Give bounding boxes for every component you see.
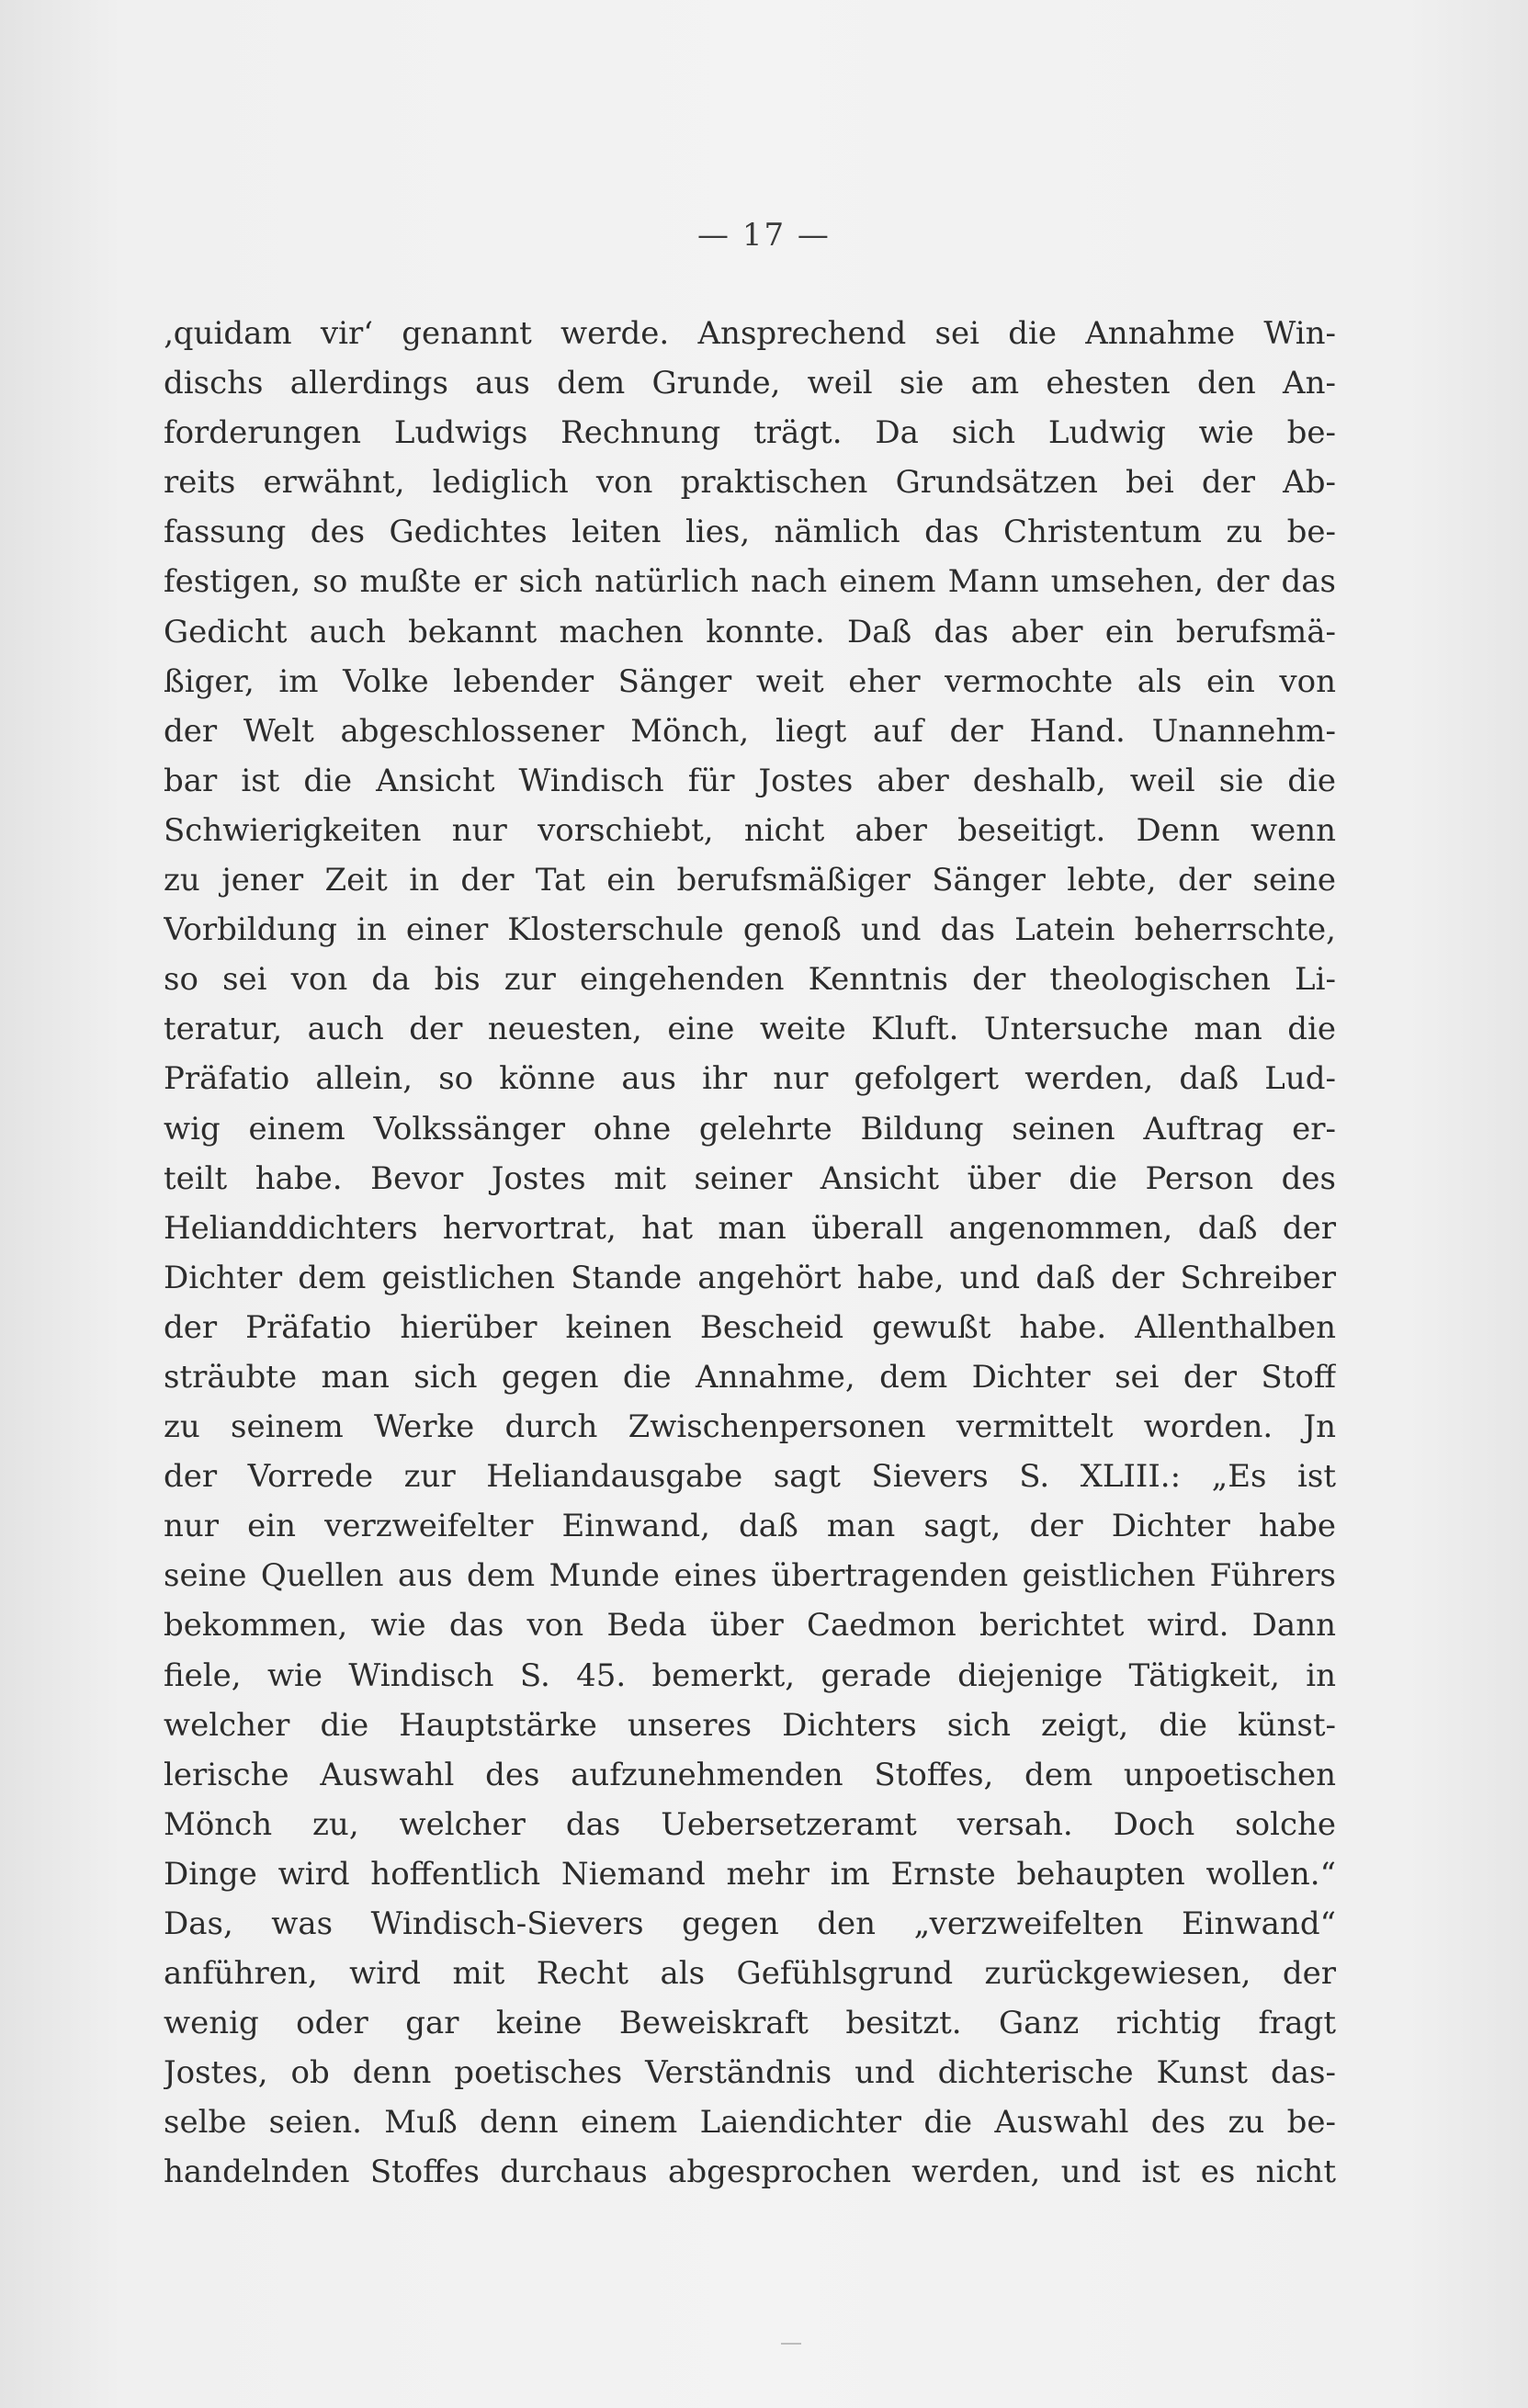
text-line: anführen, wird mit Recht als Gefühlsgrund zurückgewiesen, der xyxy=(164,1955,1336,1993)
text-line: bekommen, wie das von Beda über Caedmon berichtet wird. Dann xyxy=(164,1607,1336,1645)
text-line: forderungen Ludwigs Rechnung trägt. Da sich Ludwig wie be- xyxy=(164,414,1336,452)
text-line: der Vorrede zur Heliandausgabe sagt Sievers S. XLIII.: „Es ist xyxy=(164,1458,1336,1496)
text-line: dischs allerdings aus dem Grunde, weil sie am ehesten den An- xyxy=(164,365,1336,402)
text-line: ßiger, im Volke lebender Sänger weit eher vermochte als ein von xyxy=(164,662,1336,700)
text-line: seine Quellen aus dem Munde eines übertragenden geistlichen Führers xyxy=(164,1557,1336,1595)
text-line: handelnden Stoffes durchaus abgesprochen werden, und ist es nicht xyxy=(164,2154,1336,2191)
text-line: Schwierigkeiten nur vorschiebt, nicht aber beseitigt. Denn wenn xyxy=(164,811,1336,849)
text-line: wig einem Volkssänger ohne gelehrte Bildung seinen Auftrag er- xyxy=(164,1110,1336,1147)
text-line: Präfatio allein, so könne aus ihr nur gefolgert werden, daß Lud- xyxy=(164,1060,1336,1098)
text-line: Jostes, ob denn poetisches Verständnis und dichterische Kunst das- xyxy=(164,2054,1336,2092)
text-line: selbe seien. Muß denn einem Laiendichter die Auswahl des zu be- xyxy=(164,2104,1336,2142)
print-mark xyxy=(781,2343,801,2345)
text-line: Helianddichters hervortrat, hat man überall angenommen, daß der xyxy=(164,1209,1336,1247)
text-line: fiele, wie Windisch S. 45. bemerkt, gerade diejenige Tätigkeit, in xyxy=(164,1656,1336,1694)
text-line: Mönch zu, welcher das Uebersetzeramt versah. Doch solche xyxy=(164,1805,1336,1843)
text-line: bar ist die Ansicht Windisch für Jostes aber deshalb, weil sie die xyxy=(164,762,1336,799)
text-line: reits erwähnt, lediglich von praktischen Grundsätzen bei der Ab- xyxy=(164,464,1336,502)
text-line: so sei von da bis zur eingehenden Kenntnis der theologischen Li- xyxy=(164,961,1336,999)
text-line: lerische Auswahl des aufzunehmenden Stoffes, dem unpoetischen xyxy=(164,1756,1336,1793)
text-line: nur ein verzweifelter Einwand, daß man sagt, der Dichter habe xyxy=(164,1508,1336,1545)
text-line: zu jener Zeit in der Tat ein berufsmäßiger Sänger lebte, der seine xyxy=(164,862,1336,899)
text-line: zu seinem Werke durch Zwischenpersonen vermittelt worden. Jn xyxy=(164,1408,1336,1446)
text-line: Das, was Windisch-Sievers gegen den „verzweifelten Einwand“ xyxy=(164,1905,1336,1942)
text-line: der Präfatio hierüber keinen Bescheid gewußt habe. Allenthalben xyxy=(164,1308,1336,1346)
text-line: ‚quidam vir‘ genannt werde. Ansprechend sei die Annahme Win- xyxy=(164,315,1336,352)
text-line: der Welt abgeschlossener Mönch, liegt auf der Hand. Unannehm- xyxy=(164,712,1336,750)
text-line: wenig oder gar keine Beweiskraft besitzt. Ganz richtig fragt xyxy=(164,2005,1336,2042)
body-text xyxy=(164,309,1336,2198)
text-line: festigen, so mußte er sich natürlich nach einem Mann umsehen, der das xyxy=(164,563,1336,601)
text-line: Vorbildung in einer Klosterschule genoß und das Latein beherrschte, xyxy=(164,911,1336,949)
page-number: — 17 — xyxy=(697,217,831,254)
text-line: fassung des Gedichtes leiten lies, nämlich das Christentum zu be- xyxy=(164,514,1336,551)
text-line: Dichter dem geistlichen Stande angehört habe, und daß der Schreiber xyxy=(164,1259,1336,1296)
text-line: teratur, auch der neuesten, eine weite Kluft. Untersuche man die xyxy=(164,1011,1336,1048)
text-line: teilt habe. Bevor Jostes mit seiner Ansicht über die Person des xyxy=(164,1159,1336,1197)
text-line: welcher die Hauptstärke unseres Dichters sich zeigt, die künst- xyxy=(164,1706,1336,1744)
text-line: Dinge wird hoffentlich Niemand mehr im Ernste behaupten wollen.“ xyxy=(164,1855,1336,1893)
text-line: Gedicht auch bekannt machen konnte. Daß das aber ein berufsmä- xyxy=(164,613,1336,650)
text-line: sträubte man sich gegen die Annahme, dem Dichter sei der Stoff xyxy=(164,1358,1336,1396)
